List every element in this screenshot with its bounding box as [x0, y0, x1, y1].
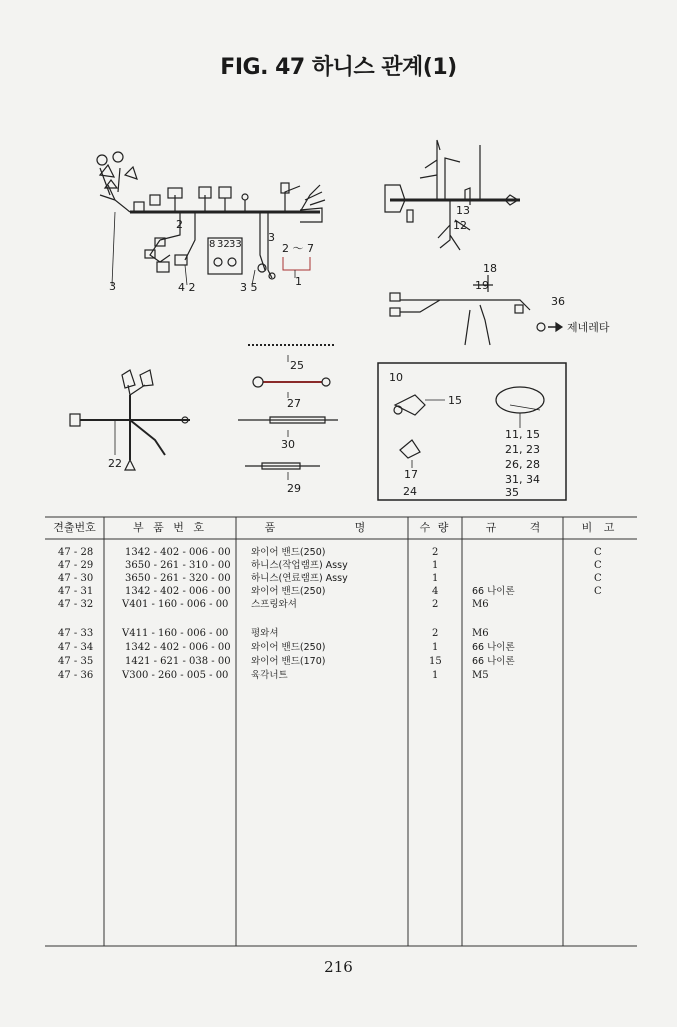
row-ref: 47 - 36 [58, 670, 94, 681]
generator-label: 제네레타 [567, 321, 610, 334]
callout-35: 3 5 [240, 281, 258, 294]
row-spec: M6 [472, 599, 489, 610]
band-callout-3: 26, 28 [505, 458, 540, 471]
row-ref: 47 - 28 [58, 547, 94, 558]
row-qty: 1 [432, 560, 439, 571]
row-qty: 1 [432, 670, 439, 681]
row-ref: 47 - 32 [58, 599, 94, 610]
header-note: 비 고 [581, 521, 619, 534]
row-note: C [594, 560, 602, 571]
row-qty: 2 [432, 628, 439, 639]
callout-29: 29 [287, 482, 301, 495]
row-ref: 47 - 33 [58, 628, 94, 639]
row-spec: M6 [472, 628, 489, 639]
band-callout-5: 35 [505, 486, 519, 499]
row-note: C [594, 547, 602, 558]
callout-13: 13 [456, 204, 470, 217]
callout-labels [108, 204, 610, 499]
band-callout-1: 11, 15 [505, 428, 540, 441]
callout-42: 4 2 [178, 281, 196, 294]
callout-22: 22 [108, 457, 122, 470]
callout-27: 27 [287, 397, 301, 410]
row-ref: 47 - 35 [58, 656, 94, 667]
row-qty: 4 [432, 586, 439, 597]
band-callout-2: 21, 23 [505, 443, 540, 456]
row-name: 스프링와셔 [251, 599, 297, 610]
row-qty: 1 [432, 573, 439, 584]
row-name: 와이어 밴드(250) [251, 642, 326, 653]
callout-36: 36 [551, 295, 565, 308]
row-part: 1342 - 402 - 006 - 00 [125, 642, 231, 653]
row-qty: 15 [429, 656, 442, 667]
row-qty: 1 [432, 642, 439, 653]
row-part: V401 - 160 - 006 - 00 [122, 599, 229, 610]
callout-3b: 3 [268, 231, 275, 244]
row-name: 와이어 밴드(250) [251, 586, 326, 597]
row-name: 와이어 밴드(170) [251, 656, 326, 667]
row-ref: 47 - 30 [58, 573, 94, 584]
header-qty: 수 량 [419, 521, 451, 534]
page-number: 216 [324, 958, 353, 976]
callout-32: 32 [217, 239, 230, 250]
row-part: 1342 - 402 - 006 - 00 [125, 586, 231, 597]
row-part: 3650 - 261 - 320 - 00 [125, 573, 231, 584]
header-part-number: 부 품 번 호 [133, 521, 207, 534]
row-part: V300 - 260 - 005 - 00 [122, 670, 229, 681]
callout-33: 33 [229, 239, 242, 250]
header-spec-2: 격 [529, 521, 541, 534]
row-ref: 47 - 34 [58, 642, 94, 653]
callout-24: 24 [403, 485, 417, 498]
row-qty: 2 [432, 599, 439, 610]
callout-19: 19 [475, 279, 489, 292]
callout-15: 15 [448, 394, 462, 407]
row-name: 평와셔 [251, 628, 279, 639]
row-note: C [594, 573, 602, 584]
row-name: 와이어 밴드(250) [251, 547, 326, 558]
figure-title: FIG. 47 하니스 관계(1) [220, 55, 457, 80]
band-callout-4: 31, 34 [505, 473, 540, 486]
callout-12: 12 [453, 219, 467, 232]
row-note: C [594, 586, 602, 597]
header-name-2: 명 [354, 521, 366, 534]
callout-2: 2 [176, 218, 183, 231]
row-part: 1342 - 402 - 006 - 00 [125, 547, 231, 558]
lower-harness-drawing [70, 370, 190, 470]
callout-1: 1 [295, 275, 302, 288]
callout-3: 3 [109, 280, 116, 293]
row-part: 1421 - 621 - 038 - 00 [125, 656, 231, 667]
right-harness-drawing [385, 140, 562, 345]
row-part: 3650 - 261 - 310 - 00 [125, 560, 231, 571]
callout-30: 30 [281, 438, 295, 451]
callout-10: 10 [389, 371, 403, 384]
callout-2-to-7: 2 ～ 7 [282, 242, 314, 255]
callout-18: 18 [483, 262, 497, 275]
main-harness-drawing [97, 152, 325, 285]
small-parts-drawing [238, 345, 338, 480]
row-ref: 47 - 31 [58, 586, 94, 597]
row-name: 하니스(작업램프) Assy [251, 560, 348, 571]
row-qty: 2 [432, 547, 439, 558]
callout-25: 25 [290, 359, 304, 372]
row-spec: M5 [472, 670, 489, 681]
row-name: 육각너트 [251, 670, 288, 681]
row-spec: 66 나이론 [472, 656, 515, 667]
row-name: 하니스(연료램프) Assy [251, 573, 348, 584]
header-ref: 견출번호 [53, 521, 96, 534]
row-part: V411 - 160 - 006 - 00 [122, 628, 229, 639]
row-spec: 66 나이론 [472, 586, 515, 597]
callout-8: 8 [209, 239, 216, 250]
callout-17: 17 [404, 468, 418, 481]
header-name-1: 품 [264, 521, 276, 534]
row-spec: 66 나이론 [472, 642, 515, 653]
row-ref: 47 - 29 [58, 560, 94, 571]
header-spec-1: 규 [485, 521, 497, 534]
